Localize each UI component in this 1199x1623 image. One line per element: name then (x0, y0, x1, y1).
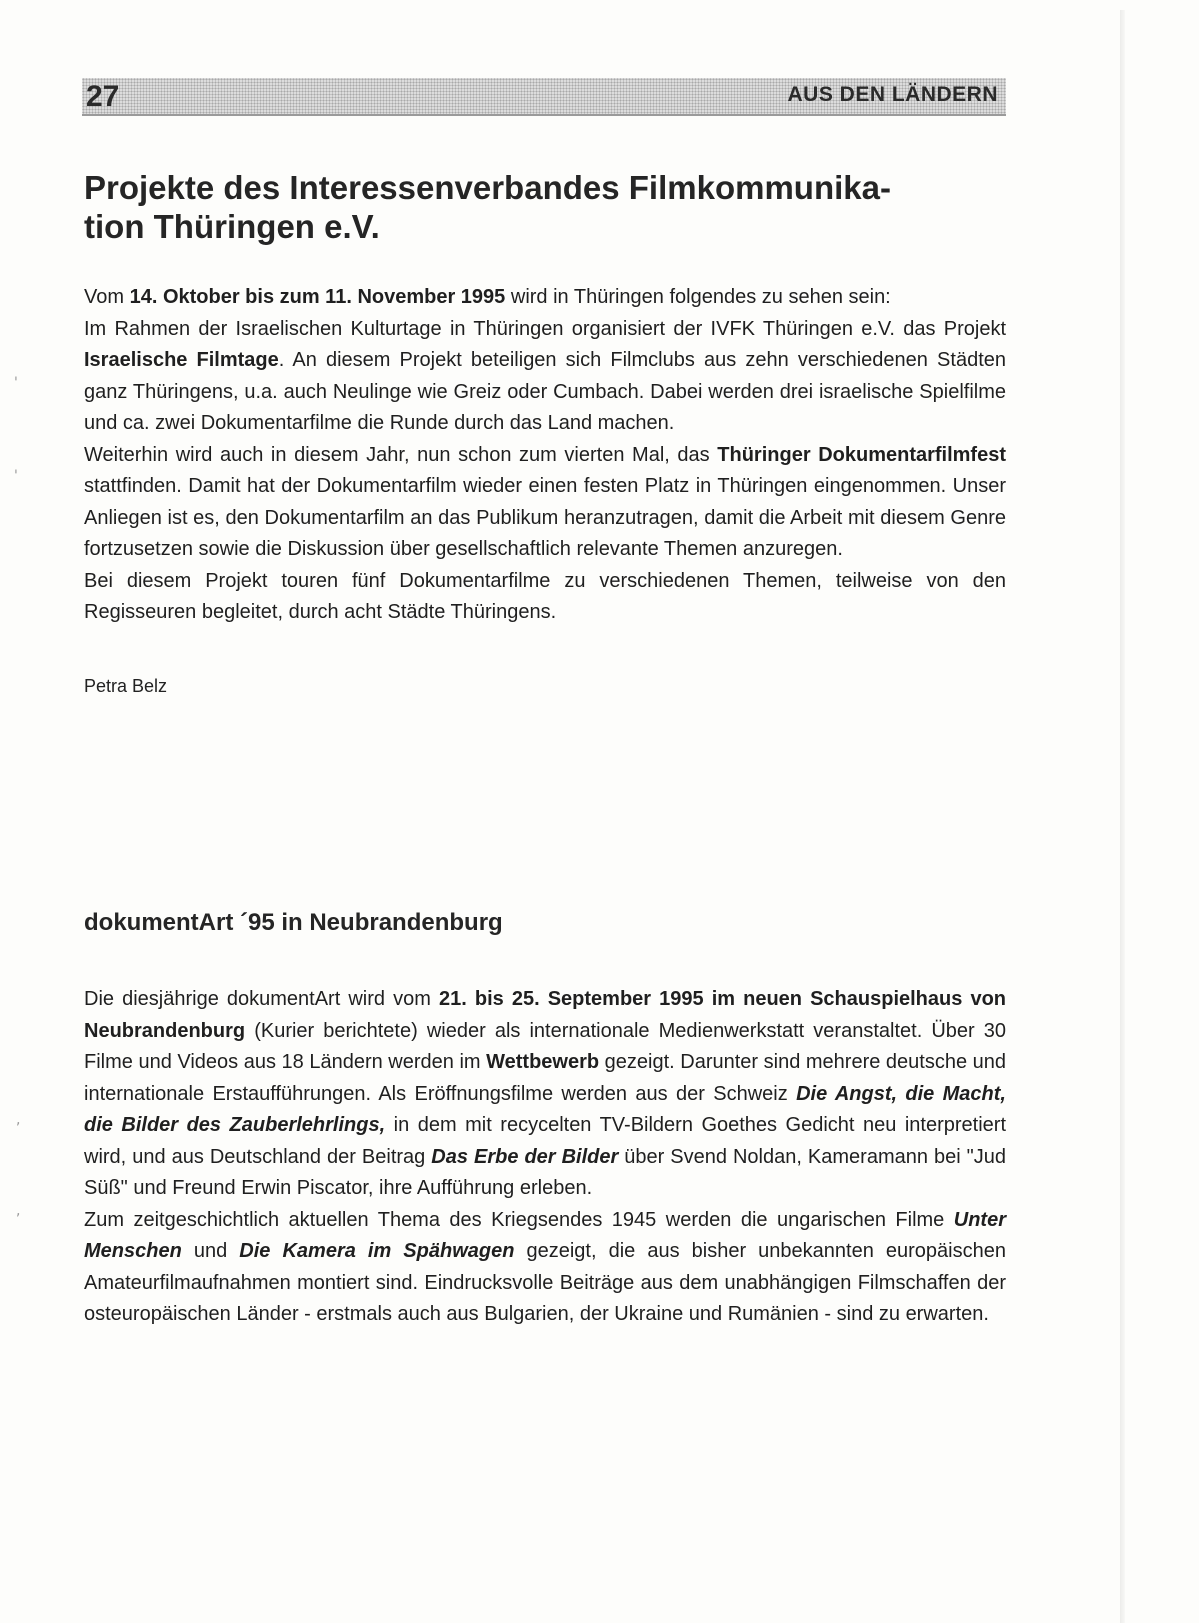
article-dokumentart (84, 908, 1006, 1331)
film-title: Die Kamera im Spähwagen (239, 1240, 515, 1262)
highlight-festival: Thüringer Dokumentarfilmfest (717, 443, 1007, 466)
article-filmkommunikation (84, 168, 1006, 697)
highlight-competition: Wettbewerb (486, 1051, 600, 1073)
article-body (84, 282, 1006, 629)
paragraph: Zum zeitgeschichtlich aktuellen Thema des Kriegsendes 1945 werden die ungarischen Filme Unter Menschen und Die Kamera im Spähwagen gezeigt, die aus bisher unbekannten europäischen Amateurfilmaufnahmen montiert sind. Eindrucksvolle Beiträge aus dem unabhängigen Filmschaffen der osteuropäischen Länder - erstmals auch aus Bulgarien, der Ukraine und Rumänien - sind zu erwarten. (84, 1208, 1006, 1325)
scan-speck: , (16, 1203, 21, 1219)
page-number: 27 (86, 80, 120, 113)
highlight-dates: 14. Oktober bis zum 11. November 1995 (129, 286, 506, 308)
article-title: dokumentArt ´95 in Neubrandenburg (84, 909, 503, 936)
paragraph: Im Rahmen der Israelischen Kulturtage in Thüringen organisiert der IVFK Thüringen e.V. das Projekt Israelische Filmtage. An diesem Projekt beteiligen sich Filmclubs aus zehn verschiedenen Städten ganz Thüringens, u.a. auch Neulinge wie Greiz oder Cumbach. Dabei werden drei israelische Spielfilme und ca. zwei Dokumentarfilme die Runde durch das Land machen. (84, 317, 1006, 434)
title-line-1: Projekte des Interessenverbandes Filmkommunika- (84, 169, 891, 206)
running-header (82, 78, 1006, 116)
page-edge-shadow (1120, 10, 1125, 1623)
scan-speck: ' (14, 375, 18, 391)
paragraph: Weiterhin wird auch in diesem Jahr, nun schon zum vierten Mal, das Thüringer Dokumentarfilmfest stattfinden. Damit hat der Dokumentarfilm wieder einen festen Platz in Thüringen eingenommen. Unser Anliegen ist es, den Dokumentarfilm an das Publikum heranzutragen, damit die Arbeit mit diesem Genre fortzusetzen sowie die Diskussion über gesellschaftlich relevante Themen anzuregen. (84, 443, 1007, 560)
film-title: Unter Menschen (84, 1208, 1006, 1262)
article-body (84, 984, 1006, 1331)
section-label: AUS DEN LÄNDERN (787, 83, 998, 106)
film-title: Die Angst, die Macht, die Bilder des Zauberlehrlings, (84, 1082, 1006, 1136)
title-line-2: tion Thüringen e.V. (84, 208, 380, 245)
author-name: Petra Belz (84, 675, 168, 696)
highlight-dates: 21. bis 25. September 1995 im neuen Schauspielhaus von Neubrandenburg (84, 988, 1006, 1042)
paragraph: Vom 14. Oktober bis zum 11. November 1995 wird in Thüringen folgendes zu sehen sein: (84, 286, 891, 308)
paragraph: Bei diesem Projekt touren fünf Dokumentarfilme zu verschiedenen Themen, teilweise von den Regisseuren begleitet, durch acht Städte Thüringens. (84, 569, 1006, 623)
film-title: Das Erbe der Bilder (431, 1145, 619, 1168)
scan-speck: ' (14, 468, 18, 484)
scan-speck: , (16, 1112, 21, 1128)
article-title (84, 168, 1006, 246)
highlight-project: Israelische Filmtage (84, 349, 279, 371)
paragraph: Die diesjährige dokumentArt wird vom 21. bis 25. September 1995 im neuen Schauspielhaus von Neubrandenburg (Kurier berichtete) wieder als internationale Medienwerkstatt veranstaltet. Über 30 Filme und Videos aus 18 Ländern werden im Wettbewerb gezeigt. Darunter sind mehrere deutsche und internationale Erstaufführungen. Als Eröffnungsfilme werden aus der Schweiz Die Angst, die Macht, die Bilder des Zauberlehrlings, in dem mit recycelten TV-Bildern Goethes Gedicht neu interpretiert wird, und aus Deutschland der Beitrag Das Erbe der Bilder über Svend Noldan, Kameramann bei "Jud Süß" und Freund Erwin Piscator, ihre Aufführung erleben. (84, 988, 1007, 1199)
